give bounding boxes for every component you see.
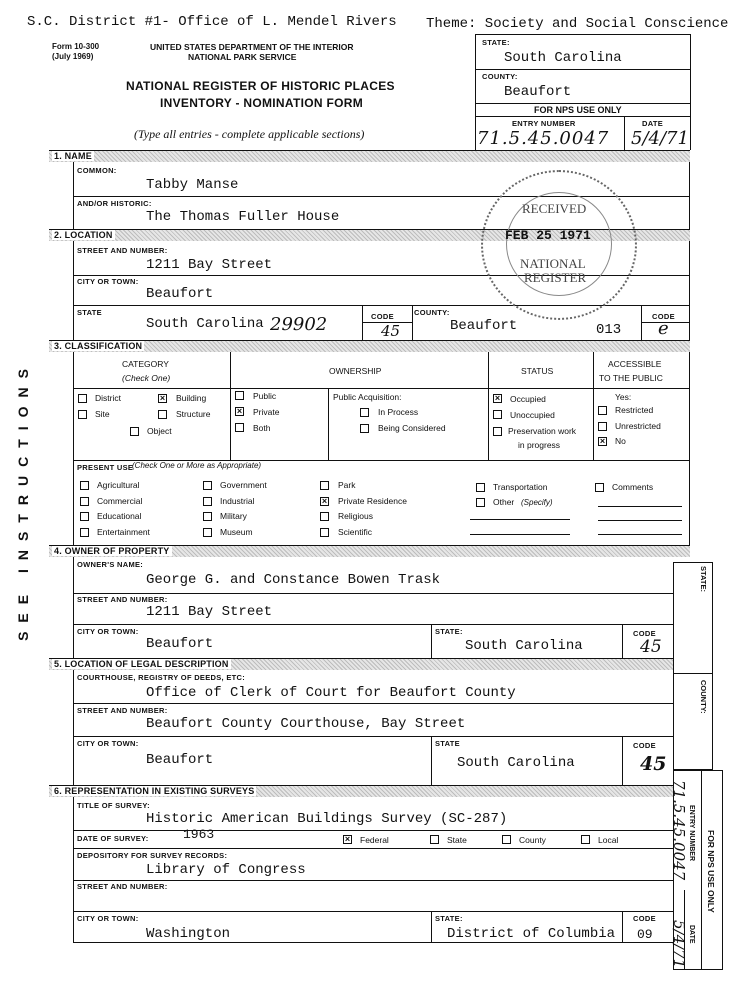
state-label: State	[447, 835, 467, 845]
department: UNITED STATES DEPARTMENT OF THE INTERIOR	[150, 42, 354, 52]
comments-label: Comments	[612, 482, 654, 492]
location-state-label: STATE	[77, 308, 102, 317]
survey-city: Washington	[146, 926, 231, 942]
federal-checkbox[interactable]: ×	[344, 834, 351, 844]
district-checkbox[interactable]	[78, 394, 87, 403]
legal-state: South Carolina	[457, 755, 575, 771]
location-county-code-label: CODE	[652, 312, 675, 321]
government-label: Government	[220, 480, 267, 490]
form-title-2: INVENTORY - NOMINATION FORM	[160, 96, 363, 110]
location-code-label: CODE	[371, 312, 394, 321]
form-date: (July 1969)	[52, 52, 94, 61]
county-checkbox[interactable]	[502, 835, 511, 844]
agricultural-checkbox[interactable]	[80, 481, 89, 490]
survey-state-label: STATE:	[435, 914, 463, 923]
unrestricted-label: Unrestricted	[615, 421, 661, 431]
section-3-header: 3. CLASSIFICATION	[49, 340, 690, 352]
building-checkbox[interactable]: ×	[159, 393, 166, 403]
entertainment-checkbox[interactable]	[80, 528, 89, 537]
right-date-label: DATE	[688, 925, 695, 944]
owner-code: 45	[640, 637, 662, 657]
object-checkbox[interactable]	[130, 427, 139, 436]
no-label: No	[615, 436, 626, 446]
sidebox-county: Beaufort	[504, 84, 572, 100]
scientific-label: Scientific	[338, 527, 373, 537]
present-use-label: PRESENT USE	[77, 463, 134, 472]
other-specify: (Specify)	[521, 498, 553, 507]
comments-checkbox[interactable]	[595, 483, 604, 492]
location-state: South Carolina	[146, 316, 264, 332]
courthouse: Office of Clerk of Court for Beaufort County	[146, 685, 516, 701]
private-label: Private	[253, 407, 280, 417]
survey-city-label: CITY OR TOWN:	[77, 914, 139, 923]
local-checkbox[interactable]	[581, 835, 590, 844]
private-residence-checkbox[interactable]: ×	[321, 496, 328, 506]
survey-date: 1963	[183, 827, 215, 842]
right-date-handwritten: 5/4/71	[670, 920, 688, 969]
depository: Library of Congress	[146, 862, 306, 878]
stamp-line-2: REGISTER	[524, 270, 587, 285]
survey-street-label: STREET AND NUMBER:	[77, 882, 168, 891]
sidebox-date-label: DATE	[642, 119, 664, 128]
survey-code: 09	[637, 927, 653, 942]
stamp-date: FEB 25 1971	[505, 228, 591, 243]
museum-checkbox[interactable]	[203, 528, 212, 537]
district-label: District	[95, 393, 121, 403]
restricted-label: Restricted	[615, 405, 654, 415]
stamp-line-1: NATIONAL	[520, 256, 586, 271]
park-checkbox[interactable]	[320, 481, 329, 490]
common-name: Tabby Manse	[146, 177, 239, 193]
sidebox-state: South Carolina	[504, 50, 622, 66]
legal-city-label: CITY OR TOWN:	[77, 739, 139, 748]
religious-checkbox[interactable]	[320, 512, 329, 521]
accessible-header-1: ACCESSIBLE	[608, 359, 662, 369]
location-street: 1211 Bay Street	[146, 257, 273, 273]
right-state-label: STATE:	[699, 566, 708, 592]
right-county-label: COUNTY:	[699, 680, 708, 714]
survey-title: Historic American Buildings Survey (SC-287)	[146, 811, 508, 827]
no-checkbox[interactable]: ×	[599, 436, 606, 446]
occupied-label: Occupied	[510, 394, 546, 404]
transportation-label: Transportation	[493, 482, 548, 492]
section-5-header: 5. LOCATION OF LEGAL DESCRIPTION	[49, 658, 673, 670]
legal-street-label: STREET AND NUMBER:	[77, 706, 168, 715]
right-entry-label: ENTRY NUMBER	[688, 805, 695, 862]
location-code: 45	[381, 322, 401, 340]
location-city: Beaufort	[146, 286, 214, 302]
preservation-label-2: in progress	[518, 440, 561, 450]
theme-line: Theme: Society and Social Conscience	[426, 16, 729, 32]
owner-state-label: STATE:	[435, 627, 463, 636]
unoccupied-checkbox[interactable]	[493, 410, 502, 419]
park-label: Park	[338, 480, 356, 490]
legal-code-label: CODE	[633, 741, 656, 750]
owner-state: South Carolina	[465, 638, 583, 654]
occupied-checkbox[interactable]: ×	[494, 393, 501, 403]
public-checkbox[interactable]	[235, 391, 244, 400]
survey-date-label: DATE OF SURVEY:	[77, 834, 149, 843]
stamp-received: RECEIVED	[522, 201, 587, 216]
section-1-header: 1. NAME	[49, 150, 690, 162]
courthouse-label: COURTHOUSE, REGISTRY OF DEEDS, ETC:	[77, 673, 246, 682]
right-nps-label: FOR NPS USE ONLY	[706, 830, 716, 913]
district-line: S.C. District #1- Office of L. Mendel Rivers	[27, 14, 397, 30]
structure-label: Structure	[176, 409, 211, 419]
both-label: Both	[253, 423, 271, 433]
see-instructions: SEE INSTRUCTIONS	[15, 360, 31, 641]
ownership-header: OWNERSHIP	[329, 366, 382, 376]
legal-city: Beaufort	[146, 752, 214, 768]
form-title-1: NATIONAL REGISTER OF HISTORIC PLACES	[126, 79, 395, 93]
survey-state: District of Columbia	[447, 926, 616, 942]
transportation-checkbox[interactable]	[476, 483, 485, 492]
service: NATIONAL PARK SERVICE	[188, 52, 297, 62]
preservation-checkbox[interactable]	[493, 427, 502, 436]
government-checkbox[interactable]	[203, 481, 212, 490]
check-one: (Check One)	[122, 373, 171, 383]
being-considered-label: Being Considered	[378, 423, 446, 433]
public-label: Public	[253, 391, 277, 401]
legal-code: 45	[640, 753, 667, 775]
yes-label: Yes:	[615, 392, 632, 402]
location-county: Beaufort	[450, 318, 518, 334]
entertainment-label: Entertainment	[97, 527, 150, 537]
in-process-checkbox[interactable]	[360, 408, 369, 417]
sidebox-state-label: STATE:	[482, 38, 510, 47]
agricultural-label: Agricultural	[97, 480, 140, 490]
location-county-code: 013	[596, 322, 622, 338]
survey-title-label: TITLE OF SURVEY:	[77, 801, 150, 810]
accessible-header-2: TO THE PUBLIC	[599, 373, 663, 383]
building-label: Building	[176, 393, 207, 403]
sidebox-entry-label: ENTRY NUMBER	[512, 119, 576, 128]
owner-name-label: OWNER'S NAME:	[77, 560, 144, 569]
legal-street: Beaufort County Courthouse, Bay Street	[146, 716, 466, 732]
common-label: COMMON:	[77, 166, 117, 175]
owner-street-label: STREET AND NUMBER:	[77, 595, 168, 604]
location-county-label: COUNTY:	[414, 308, 450, 317]
commercial-label: Commercial	[97, 496, 143, 506]
local-label: Local	[598, 835, 619, 845]
historic-name: The Thomas Fuller House	[146, 209, 340, 225]
being-considered-checkbox[interactable]	[360, 424, 369, 433]
both-checkbox[interactable]	[235, 423, 244, 432]
category-header: CATEGORY	[122, 359, 169, 369]
owner-name: George G. and Constance Bowen Trask	[146, 572, 441, 588]
location-zip: 29902	[270, 314, 328, 335]
date-handwritten: 5/4/71	[631, 128, 689, 149]
right-entry-handwritten: 71.5.45.0047	[670, 780, 688, 881]
scientific-checkbox[interactable]	[320, 528, 329, 537]
commercial-checkbox[interactable]	[80, 497, 89, 506]
industrial-checkbox[interactable]	[203, 497, 212, 506]
location-county-code-hand: e	[658, 318, 669, 339]
other-checkbox[interactable]	[476, 498, 485, 507]
present-use-note: (Check One or More as Appropriate)	[132, 461, 262, 470]
educational-label: Educational	[97, 511, 142, 521]
status-header: STATUS	[521, 366, 554, 376]
form-instructions: (Type all entries - complete applicable sections)	[134, 127, 365, 141]
historic-label: AND/OR HISTORIC:	[77, 199, 152, 208]
in-process-label: In Process	[378, 407, 419, 417]
section-2-header: 2. LOCATION	[49, 229, 690, 241]
object-label: Object	[147, 426, 172, 436]
industrial-label: Industrial	[220, 496, 255, 506]
location-street-label: STREET AND NUMBER:	[77, 246, 168, 255]
private-checkbox[interactable]: ×	[236, 406, 243, 416]
form-number: Form 10-300	[52, 42, 100, 51]
site-checkbox[interactable]	[78, 410, 87, 419]
owner-code-label: CODE	[633, 629, 656, 638]
public-acquisition-label: Public Acquisition:	[333, 392, 402, 402]
private-residence-label: Private Residence	[338, 496, 407, 506]
restricted-checkbox[interactable]	[598, 406, 607, 415]
location-city-label: CITY OR TOWN:	[77, 277, 139, 286]
museum-label: Museum	[220, 527, 253, 537]
owner-city: Beaufort	[146, 636, 214, 652]
state-checkbox[interactable]	[430, 835, 439, 844]
educational-checkbox[interactable]	[80, 512, 89, 521]
county-label: County	[519, 835, 546, 845]
owner-city-label: CITY OR TOWN:	[77, 627, 139, 636]
depository-label: DEPOSITORY FOR SURVEY RECORDS:	[77, 851, 228, 860]
military-label: Military	[220, 511, 247, 521]
military-checkbox[interactable]	[203, 512, 212, 521]
federal-label: Federal	[360, 835, 389, 845]
structure-checkbox[interactable]	[158, 410, 167, 419]
sidebox-county-label: COUNTY:	[482, 72, 518, 81]
site-label: Site	[95, 409, 110, 419]
section-6-header: 6. REPRESENTATION IN EXISTING SURVEYS	[49, 785, 673, 797]
section-4-header: 4. OWNER OF PROPERTY	[49, 545, 690, 557]
unoccupied-label: Unoccupied	[510, 410, 555, 420]
unrestricted-checkbox[interactable]	[598, 422, 607, 431]
owner-street: 1211 Bay Street	[146, 604, 273, 620]
legal-state-label: STATE	[435, 739, 460, 748]
entry-number-handwritten: 71.5.45.0047	[477, 128, 610, 149]
sidebox-nps: FOR NPS USE ONLY	[534, 105, 622, 115]
survey-code-label: CODE	[633, 914, 656, 923]
religious-label: Religious	[338, 511, 373, 521]
preservation-label-1: Preservation work	[508, 426, 577, 436]
other-label: Other	[493, 497, 515, 507]
